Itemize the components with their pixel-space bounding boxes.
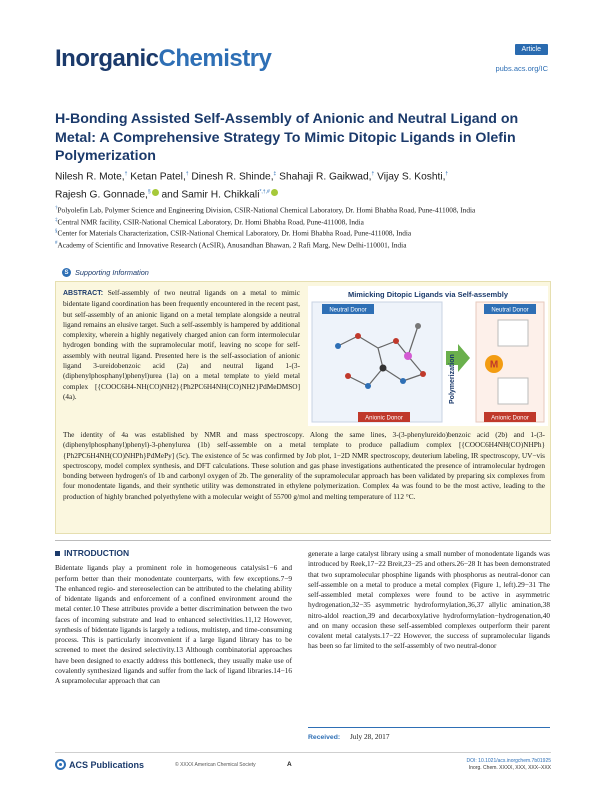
page-number: A: [287, 761, 292, 768]
section-heading-introduction: INTRODUCTION: [55, 548, 292, 558]
affiliations: [55, 204, 550, 251]
author-1[interactable]: Nilesh R. Mote,: [55, 171, 125, 183]
author-5[interactable]: Vijay S. Koshti,: [377, 171, 446, 183]
journal-citation: Inorg. Chem. XXXX, XXX, XXX−XXX: [468, 764, 551, 771]
article-type-badge: Article: [515, 44, 548, 55]
doi-block: [467, 758, 552, 771]
supporting-info-link[interactable]: S Supporting Information: [62, 268, 149, 277]
svg-text:Neutral Donor: Neutral Donor: [329, 307, 367, 314]
doi-link[interactable]: DOI: 10.1021/acs.inorgchem.7b01925: [466, 758, 551, 764]
affiliation-1: †Polyolefin Lab, Polymer Science and Engineering Division, CSIR-National Chemical Laboratory, Dr. Homi Bhabha Road, Pune-411008, India: [55, 205, 476, 215]
orcid-icon[interactable]: [152, 189, 159, 196]
svg-text:Anionic Donor: Anionic Donor: [491, 415, 529, 422]
acs-publications-logo[interactable]: ACS Publications: [55, 759, 144, 770]
journal-url[interactable]: pubs.acs.org/IC: [495, 64, 548, 73]
affiliation-2: ‡Central NMR facility, CSIR-National Chemical Laboratory, Dr. Homi Bhabha Road, Pune-411008, India: [55, 217, 364, 227]
author-3[interactable]: Dinesh R. Shinde,: [191, 171, 274, 183]
page-footer: [55, 752, 551, 772]
abstract-text-bottom: The identity of 4a was established by NMR and mass spectroscopy. Along the same lines, 3-(3-phenylureido)benzoic acid (2b) and 1-(3-(diphenylphosphanyl)phenyl)-3-phenylurea (1b) self-assemble on a metal template to produce palladium complex [{COOC6H4NH(CO)NHPh}{Ph2PC6H4NH(CO)NHPh}PdMePy] (5c). The existence of 5c was confirmed by Job plot, 1−2D NMR spectroscopy, deuterium labeling, IR spectroscopy, UV−vis spectroscopy, model complex synthesis, and DFT calculations. These solution and gas phase investigations authenticated the presence of intramolecular hydrogen bonding between hydrogen's of 1b and carbonyl oxygen of 2b. The generality of the supramolecular approach has been validated by preparing six complexes from four monodentate ligands, and their synthetic utility was demonstrated in ethylene polymerization. Complex 4a was found to be the most active, leading to the production of highly branched polyethylene with a molecular weight of 55700 g/mol and melting temperature of 112 °C.: [63, 430, 545, 501]
affiliation-3: §Center for Materials Characterization, CSIR-National Chemical Laboratory, Dr. Homi Bhabha Road, Pune-411008, India: [55, 228, 412, 238]
svg-text:Polymerization: Polymerization: [449, 354, 456, 404]
author-list: Nilesh R. Mote,† Ketan Patel,† Dinesh R. Shinde,‡ Shahaji R. Gaikwad,† Vijay S. Koshti,† Rajesh G. Gonnade,§ and Samir H. Chikkali*,†,#: [55, 171, 449, 201]
journal-header: [55, 40, 548, 76]
affiliation-4: #Academy of Scientific and Innovative Research (AcSIR), Anusandhan Bhawan, 2 Rafi Marg, New Delhi-110001, India: [55, 240, 407, 250]
author-4[interactable]: Shahaji R. Gaikwad,: [279, 171, 372, 183]
abstract-graphic: [308, 286, 548, 426]
supporting-info-icon: S: [62, 268, 71, 277]
svg-text:M: M: [489, 359, 499, 371]
received-date: Received: July 28, 2017: [308, 727, 550, 741]
orcid-icon[interactable]: [271, 189, 278, 196]
graphic-title: Mimicking Ditopic Ligands via Self-assembly: [347, 290, 509, 299]
intro-paragraph-right: generate a large catalyst library using a small number of monodentate ligands was introduced by Reek,17−22 Breit,23−25 and others.26−28 It has been demonstrated that two supramolecular phosphine ligands with phosphorus as neutral-donor can self-assemble on a metal to produce a metal complex (Figure 1, left).29−31 The self-assembled metal complexes were found to be active in asymmetric hydrogenation,32−35 asymmetric hydroformylation,36,37 allylic amination,38 nitro-aldol reaction,39 and decarboxylative hydroformylation−hydrogenation,40 and on many occasion these self-assembled complexes outperform their parent covalent metal catalysts.17−22 However, the success of supramolecular ligands has been so far limited to the self-assembly of two neutral-donor: [308, 549, 550, 651]
intro-right-column: [308, 549, 550, 652]
copyright-notice: © XXXX American Chemical Society: [175, 762, 256, 768]
author-7[interactable]: and Samir H. Chikkali: [161, 189, 260, 201]
intro-left-column: [55, 548, 292, 686]
author-6[interactable]: Rajesh G. Gonnade,: [55, 189, 148, 201]
acs-logo-icon: [55, 759, 66, 770]
abstract-box: [55, 281, 551, 534]
svg-text:Anionic Donor: Anionic Donor: [365, 415, 403, 422]
section-bullet-icon: [55, 551, 60, 556]
paper-title: H-Bonding Assisted Self-Assembly of Anionic and Neutral Ligand on Metal: A Comprehensive Strategy To Mimic Ditopic Ligands in Olefin Polymerization: [55, 111, 519, 164]
abstract-text-top: ABSTRACT: Self-assembly of two neutral ligands on a metal to mimic bidentate ligand coordination has been frequently encountered in the recent past, but self-assembly of an anionic ligand on a metal template alongside a neutral ligand remains an elusive target. Such a self-assembly is hampered by additional complexity, wherein a highly negatively charged anion can form intermolecular hydrogen bonding with the supramolecular motif, leaving no scope for self-assembly with neutral ligand. Presented here is the self-association of anionic ligand 3-ureidobenzoic acid (2a) and neutral ligand 1-(3-(diphenylphosphanyl)phenyl)urea (1a) on a metal template to yield metal complex [{COOC6H4-NH(CO)NH2}{Ph2PC6H4NH(CO)NH2}PdMeDMSO] (4a).: [63, 288, 301, 401]
svg-text:Neutral Donor: Neutral Donor: [491, 307, 529, 314]
section-divider: [55, 540, 551, 541]
author-2[interactable]: Ketan Patel,: [130, 171, 186, 183]
intro-paragraph-left: Bidentate ligands play a prominent role in homogeneous catalysis1−6 and perform better than their monodentate counterparts, with few exceptions.7−9 The enhanced regio- and stereoselection can be attributed to the chelating ability of bidentate ligands and enforcement of a confined environment around the metal center.10 These attributes provide a better discrimination between the two faces of incoming substrate and lead to enhanced selectivities.11,12 However, synthesis of bidentate ligands is largely a tedious, multistep, and time-consuming process. This is particularly inconvenient if a large ligand library has to be screened to meet the desired selectivity.13 Although combinatorial approaches have been designed to exactly address this bottleneck, they usually make use of covalently synthesized ligands and suffer from the lack of ligand libraries.14−16 A supramolecular approach that can: [55, 563, 292, 685]
journal-logo: InorganicChemistry: [55, 45, 272, 72]
